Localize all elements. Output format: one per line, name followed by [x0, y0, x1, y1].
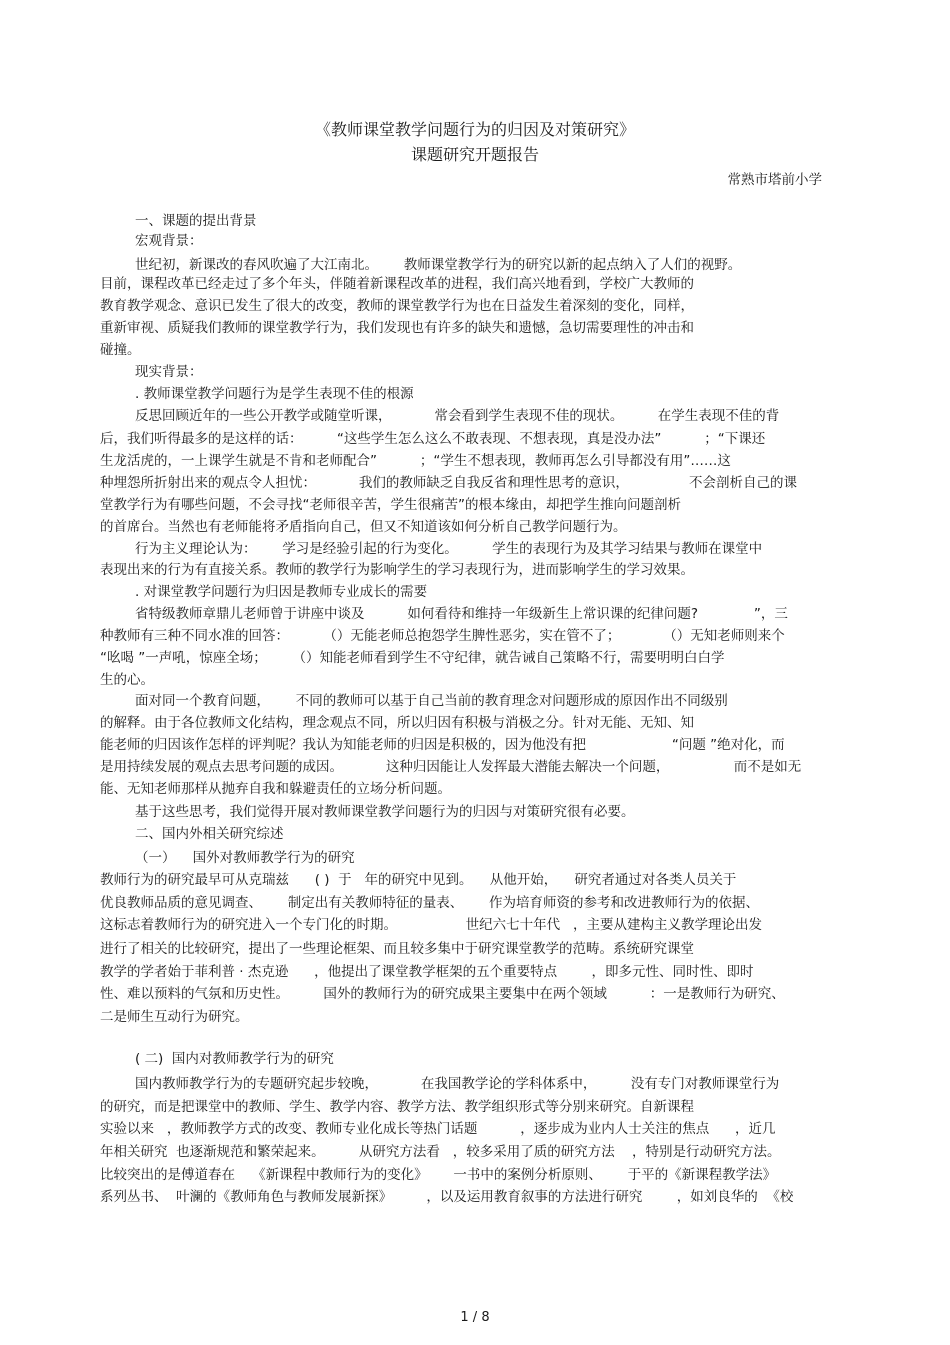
body-line: 基于这些思考，我们觉得开展对教师课堂教学问题行为的归因与对策研究很有必要。: [135, 804, 635, 820]
body-line: 能老师的归因该作怎样的评判呢？我认为知能老师的归因是积极的，因为他没有把 “问题 ”绝对化，而: [100, 737, 785, 753]
document-subtitle: 课题研究开题报告: [410, 145, 539, 164]
body-line: 性、难以预料的气氛和历史性。 国外的教师行为的研究成果主要集中在两个领域 ：一是教师行为研究、: [100, 986, 785, 1002]
body-line: 二是师生互动行为研究。: [100, 1009, 249, 1025]
body-line: 种教师有三种不同水准的回答： （）无能老师总抱怨学生脾性恶劣，实在管不了； （）无知老师则来个: [100, 628, 785, 644]
body-line: 面对同一个教育问题， 不同的教师可以基于自己当前的教育理念对问题形成的原因作出不同级别: [135, 693, 728, 709]
body-line: 生的心。: [100, 672, 154, 688]
body-line: “吆喝 ”一声吼，惊座全场； （）知能老师看到学生不守纪律，就告诫自己策略不行，需要明明白白学: [100, 650, 725, 666]
body-line: 世纪初，新课改的春风吹遍了大江南北。 教师课堂教学行为的研究以新的起点纳入了人们的视野。: [135, 257, 742, 273]
body-line: 堂教学行为有哪些问题，不会寻找“老师很辛苦，学生很痛苦”的根本缘由，却把学生推向问题剖析: [100, 497, 681, 513]
body-line: 系列丛书、 叶澜的《教师角色与教师发展新探》 ，以及运用教育叙事的方法进行研究 ，如刘良华的 《校: [100, 1189, 794, 1205]
body-line: 教学的学者始于菲利普 · 杰克逊 ，他提出了课堂教学框架的五个重要特点 ，即多元性、同时性、即时: [100, 964, 754, 980]
body-line: 碰撞。: [100, 342, 141, 358]
page-number: 1 / 8: [460, 1310, 490, 1325]
body-line: 的首席台。当然也有老师能将矛盾指向自己，但又不知道该如何分析自己教学问题行为。: [100, 519, 627, 535]
body-line: 生龙活虎的，一上课学生就是不肯和老师配合” ；“学生不想表现，教师再怎么引导都没有用”……这: [100, 453, 731, 469]
body-line: 后，我们听得最多的是这样的话： “这些学生怎么这么不敢表现、不想表现，真是没办法” ；“下课还: [100, 431, 766, 447]
body-line: 年相关研究 也逐渐规范和繁荣起来。 从研究方法看 ，较多采用了质的研究方法 ，特别是行动研究方法。: [100, 1144, 781, 1160]
body-line: 这标志着教师行为的研究进入一个专门化的时期。 世纪六七十年代 ，主要从建构主义教学理论出发: [100, 917, 763, 933]
body-line: 教师行为的研究最早可从克瑞兹 ( ) 于 年的研究中见到。 从他开始， 研究者通过对各类人员关于: [100, 872, 737, 888]
body-line: 二、国内外相关研究综述: [135, 826, 284, 842]
body-line: 国内教师教学行为的专题研究起步较晚， 在我国教学论的学科体系中， 没有专门对教师课堂行为: [135, 1076, 780, 1092]
body-line: 的解释。由于各位教师文化结构，理念观点不同，所以归因有积极与消极之分。针对无能、无知、知: [100, 715, 694, 731]
body-line: 进行了相关的比较研究，提出了一些理论框架、而且较多集中于研究课堂教学的范畴。系统研究课堂: [100, 941, 694, 957]
body-line: 实验以来 ，教师教学方式的改变、教师专业化成长等热门话题 ，逐步成为业内人士关注的焦点 ，近几: [100, 1121, 776, 1137]
body-line: 省特级教师章鼎儿老师曾于讲座中谈及 如何看待和维持一年级新生上常识课的纪律问题? ”，三: [135, 606, 788, 622]
body-line: 的研究，而是把课堂中的教师、学生、教学内容、教学方法、教学组织形式等分别来研究。自新课程: [100, 1099, 694, 1115]
body-line: 是用持续发展的观点去思考问题的成因。 这种归因能让人发挥最大潜能去解决一个问题， 而不是如无: [100, 759, 802, 775]
body-line: 目前，课程改革已经走过了多个年头，伴随着新课程改革的进程，我们高兴地看到，学校广大教师的: [100, 276, 694, 292]
body-line: 重新审视、质疑我们教师的课堂教学行为，我们发现也有许多的缺失和遗憾，急切需要理性的冲击和: [100, 320, 694, 336]
document-title: 《教师课堂教学问题行为的归因及对策研究》: [314, 120, 635, 139]
body-line: 表现出来的行为有直接关系。教师的教学行为影响学生的学习表现行为，进而影响学生的学习效果。: [100, 562, 694, 578]
author-school: 常熟市塔前小学: [727, 172, 822, 188]
body-line: （一） 国外对教师教学行为的研究: [135, 850, 355, 866]
body-line: 一、课题的提出背景: [135, 213, 257, 229]
body-line: 比较突出的是傅道春在 《新课程中教师行为的变化》 一书中的案例分析原则、 于平的《新课程教学法》: [100, 1167, 777, 1183]
body-line: 种埋怨所折射出来的观点令人担忧： 我们的教师缺乏自我反省和理性思考的意识， 不会剖析自己的课: [100, 475, 797, 491]
body-line: . 教师课堂教学问题行为是学生表现不佳的根源: [135, 386, 414, 402]
body-line: ( 二) 国内对教师教学行为的研究: [135, 1051, 334, 1067]
body-line: 现实背景：: [135, 364, 203, 380]
body-line: 能、无知老师那样从抛弃自我和躲避责任的立场分析问题。: [100, 781, 451, 797]
body-line: 反思回顾近年的一些公开教学或随堂听课， 常会看到学生表现不佳的现状。 在学生表现不佳的背: [135, 408, 780, 424]
body-line: 优良教师品质的意见调查、 制定出有关教师特征的量表、 作为培育师资的参考和改进教师行为的依据、: [100, 895, 759, 911]
body-line: 行为主义理论认为： 学习是经验引起的行为变化。 学生的表现行为及其学习结果与教师在课堂中: [135, 541, 763, 557]
body-line: 教育教学观念、意识已发生了很大的改变，教师的课堂教学行为也在日益发生着深刻的变化，同样，: [100, 298, 694, 314]
body-line: 宏观背景：: [135, 233, 203, 249]
body-line: . 对课堂教学问题行为归因是教师专业成长的需要: [135, 584, 428, 600]
